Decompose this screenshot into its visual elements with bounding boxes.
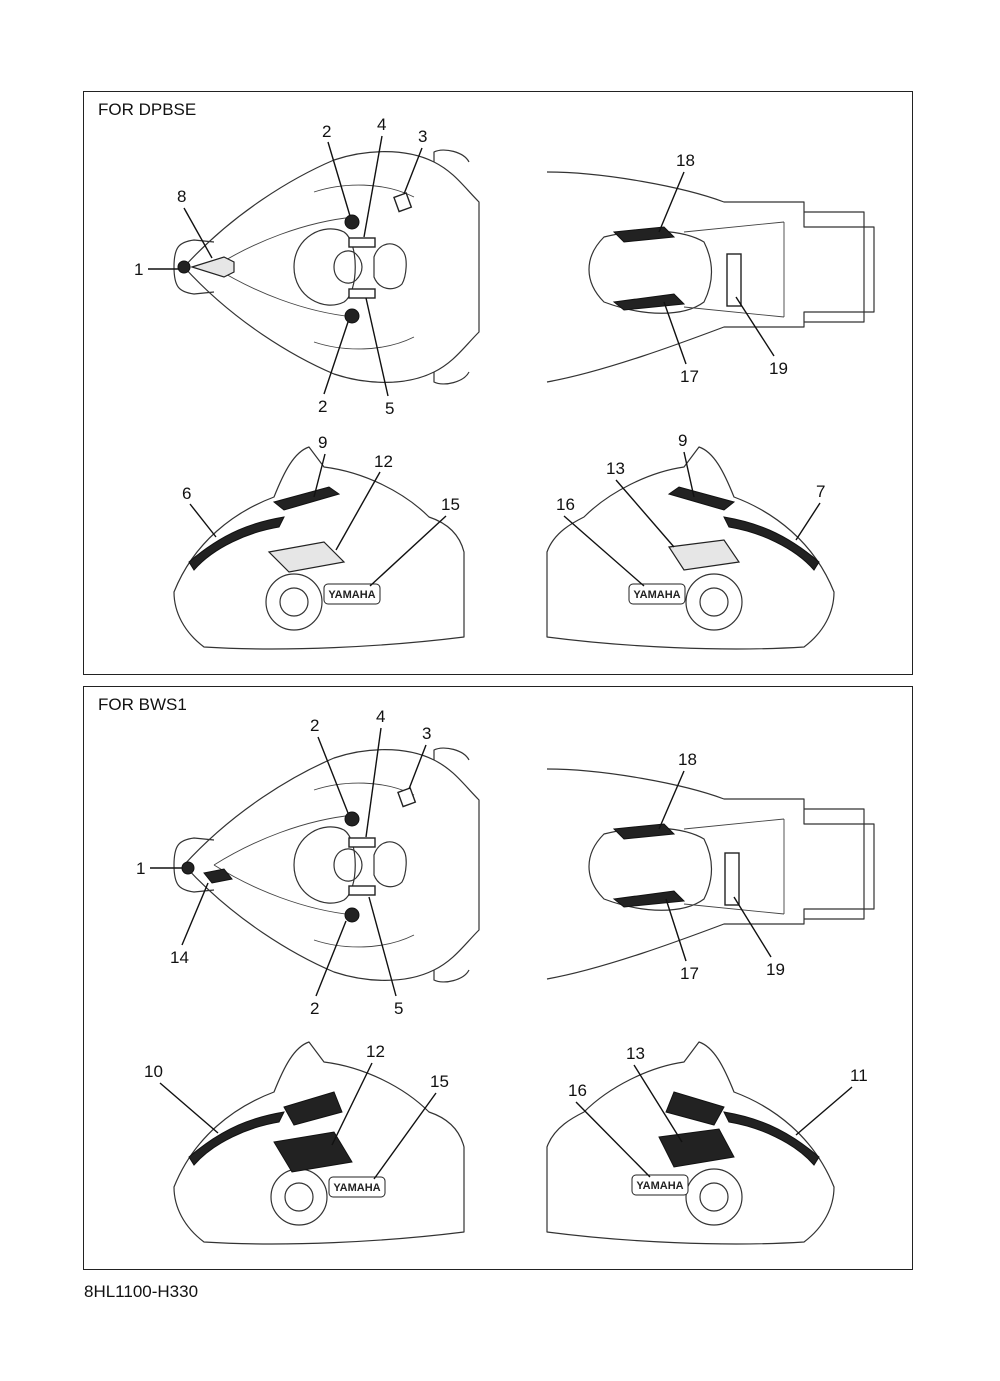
callout-label: 3	[422, 724, 432, 743]
panel-bws1-drawing	[84, 687, 912, 1269]
callout-label: 4	[376, 707, 386, 726]
top-view-illustration	[174, 150, 479, 384]
callout-label: 5	[394, 999, 404, 1018]
callout-label: 12	[366, 1042, 385, 1061]
yamaha-decal-text: YAMAHA	[333, 1182, 381, 1194]
yamaha-decal-text: YAMAHA	[636, 1180, 684, 1192]
panel-dpbse	[83, 91, 913, 675]
right-side-view-illustration	[547, 447, 834, 649]
callout-label: 3	[418, 127, 428, 146]
callout-label: 16	[556, 495, 575, 514]
callout-label: 16	[568, 1081, 587, 1100]
callout-label: 12	[374, 452, 393, 471]
callout-label: 2	[322, 122, 332, 141]
callout-label: 9	[318, 433, 328, 452]
yamaha-decal-text: YAMAHA	[328, 589, 376, 601]
top-view-illustration	[174, 748, 479, 982]
callout-label: 14	[170, 948, 189, 967]
document-code: 8HL1100-H330	[84, 1282, 199, 1301]
callout-label: 8	[177, 187, 187, 206]
callout-label: 15	[430, 1072, 449, 1091]
callout-label: 9	[678, 431, 688, 450]
right-side-view-illustration	[547, 1042, 834, 1244]
callout-label: 18	[676, 151, 695, 170]
callout-label: 10	[144, 1062, 163, 1081]
callout-label: 17	[680, 367, 699, 386]
callout-label: 15	[441, 495, 460, 514]
callout-label: 5	[385, 399, 395, 418]
callout-label: 19	[766, 960, 785, 979]
panel-title: FOR DPBSE	[98, 100, 197, 119]
rear-view-illustration	[547, 172, 874, 382]
panel-title: FOR BWS1	[98, 695, 187, 714]
callout-label: 13	[606, 459, 625, 478]
left-side-view-illustration	[174, 1042, 464, 1244]
panel-dpbse-drawing	[84, 92, 912, 674]
panel-bws1	[83, 686, 913, 1270]
callout-label: 2	[310, 716, 320, 735]
callout-label: 6	[182, 484, 192, 503]
callout-label: 17	[680, 964, 699, 983]
callout-label: 1	[136, 859, 146, 878]
callout-label: 13	[626, 1044, 645, 1063]
yamaha-decal-text: YAMAHA	[633, 589, 681, 601]
callout-label: 18	[678, 750, 697, 769]
callout-label: 4	[377, 115, 387, 134]
callout-label: 7	[816, 482, 826, 501]
callout-label: 1	[134, 260, 144, 279]
callout-label: 2	[310, 999, 320, 1018]
callout-label: 19	[769, 359, 788, 378]
callout-label: 11	[850, 1066, 868, 1085]
callout-label: 2	[318, 397, 328, 416]
rear-view-illustration	[547, 769, 874, 979]
